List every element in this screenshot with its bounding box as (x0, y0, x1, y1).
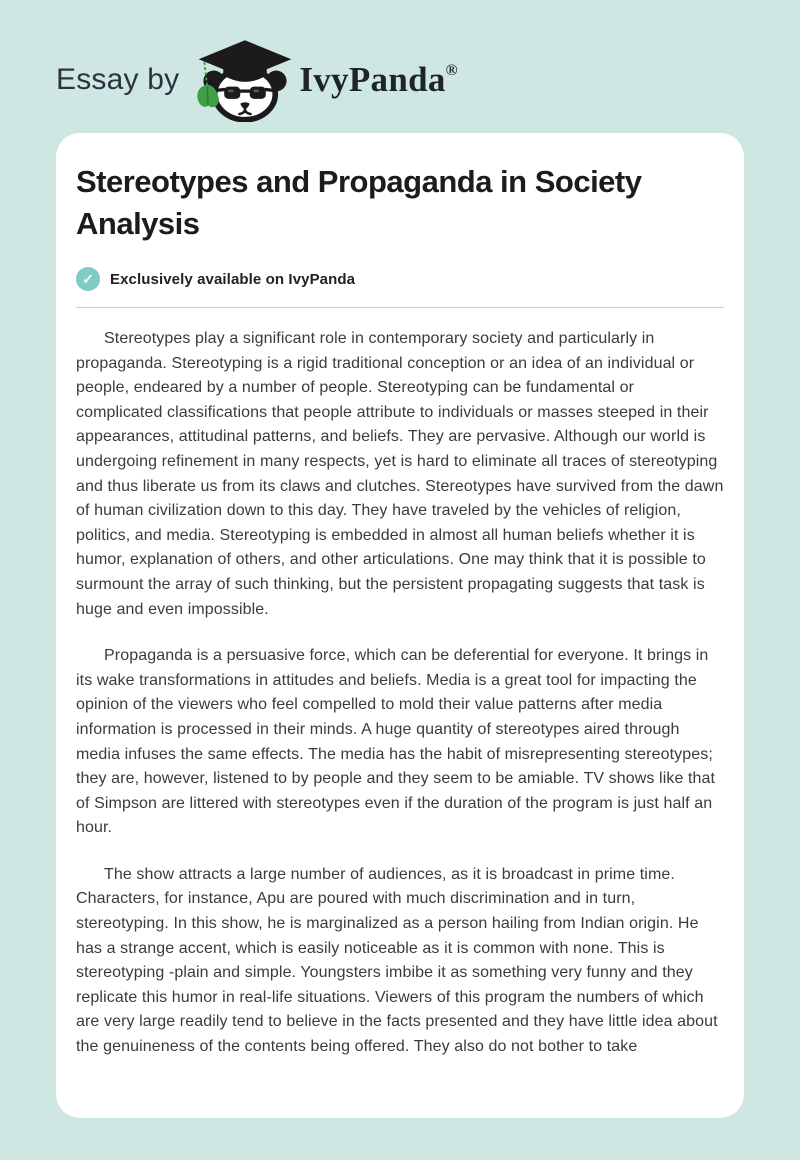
essay-paragraph-2: Propaganda is a persuasive force, which can be deferential for everyone. It brings in its wake transformations in attitudes and beliefs. Media is a great tool for impacting the opinion of the viewers who feel compelled to mold their value patterns after media information is processed in their minds. A huge quantity of stereotypes aired through media infuses the same effects. The media has the habit of misrepresenting stereotypes; they are, however, listened to by people and they seem to be amiable. TV shows like that of Simpson are littered with stereotypes even if the duration of the program is just half an hour. (76, 647, 716, 837)
ivypanda-wordmark[interactable]: IvyPanda® (299, 60, 458, 99)
essay-body (76, 327, 724, 1060)
site-header (0, 0, 800, 122)
essay-by-label: Essay by (56, 63, 180, 96)
ivypanda-logo[interactable] (193, 38, 458, 122)
essay-title: Stereotypes and Propaganda in Society Analysis (76, 164, 642, 241)
checkmark-icon: ✓ (76, 267, 100, 291)
divider (76, 307, 724, 308)
registered-trademark: ® (445, 62, 458, 79)
essay-paragraph-3: The show attracts a large number of audiences, as it is broadcast in prime time. Characters, for instance, Apu are poured with much discrimination and in turn, stereotyping. In this show, he is marginalized as a person hailing from Indian origin. He has a strange accent, which is easily noticeable as it is common with none. This is stereotyping -plain and simple. Youngsters imbibe it as something very funny and they replicate this humor in real-life situations. Viewers of this program the numbers of which are very large readily tend to believe in the facts presented and they have little idea about the genuineness of the contents being offered. They also do not bother to take (76, 865, 718, 1056)
essay-card (56, 133, 744, 1118)
essay-paragraph-1: Stereotypes play a significant role in contemporary society and particularly in propaganda. Stereotyping is a rigid traditional conception or an idea of an individual or people, endeared by a number of people. Stereotyping can be fundamental or complicated classifications that people attribute to individuals or masses steeped in their appearances, attitudinal patterns, and beliefs. They are pervasive. Although our world is undergoing refinement in many respects, yet is hard to eliminate all traces of stereotyping and thus liberate us from its claws and clutches. Stereotypes have survived from the dawn of human civilization down to this day. They have traveled by the vehicles of religion, politics, and media. Stereotyping is embedded in almost all human beliefs whether it is humor, explanation of others, and other articulations. One may think that it is possible to surmount the array of such thinking, but the persistent propagating suggests that task is huge and even impossible. (76, 330, 724, 618)
panda-graduation-cap-icon (193, 38, 297, 122)
exclusive-badge-label: Exclusively available on IvyPanda (110, 270, 356, 288)
exclusive-badge (76, 267, 724, 291)
